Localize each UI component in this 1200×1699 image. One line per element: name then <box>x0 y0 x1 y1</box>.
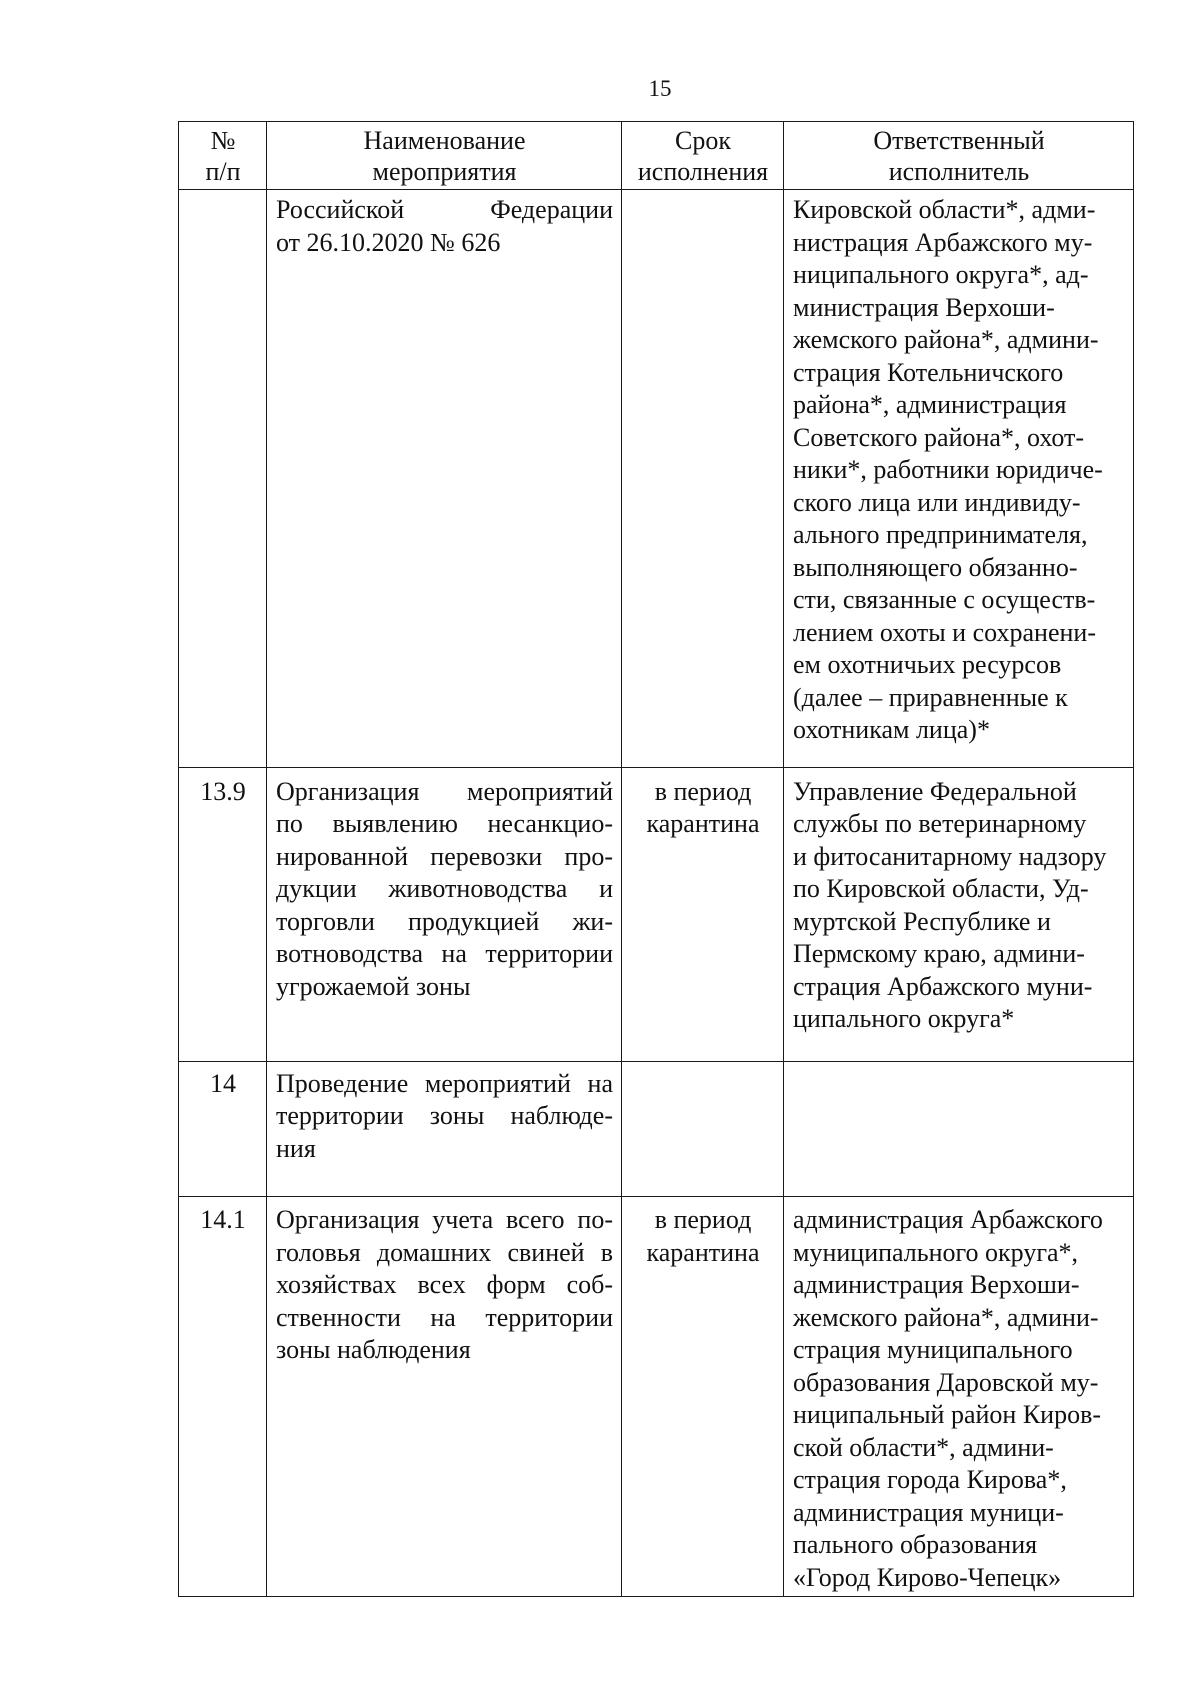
text-line: (далее – приравненные к <box>793 682 1068 712</box>
text-line: страция города Кирова*, <box>793 1465 1067 1494</box>
cell-responsible <box>784 1197 1134 1597</box>
text-line: по Кировской области, Уд- <box>793 874 1089 903</box>
table-header-row <box>179 122 1134 190</box>
text-line: по выявлению несанкцио- <box>276 809 613 838</box>
header-responsible <box>784 122 1134 190</box>
text-line: от 26.10.2020 № 626 <box>276 227 501 257</box>
text-line: ственности на территории <box>276 1302 613 1332</box>
text-line: ния <box>276 1133 316 1163</box>
text-line: «Город Кирово-Чепецк» <box>793 1562 1062 1592</box>
table-row <box>179 767 1134 1061</box>
cell-num: 13.9 <box>179 767 267 1061</box>
text-line: территории зоны наблюде- <box>276 1101 613 1130</box>
text-line: страция Арбажского муни- <box>793 971 1093 1001</box>
text-line: муниципального округа*, <box>793 1237 1079 1267</box>
text-line: ской области*, админи- <box>793 1432 1054 1462</box>
header-num <box>179 122 267 190</box>
text-line: и фитосанитарному надзору <box>793 841 1107 871</box>
cell-responsible <box>784 767 1134 1061</box>
text-line: Управление Федеральной <box>793 776 1077 806</box>
text-line: Организация учета всего по- <box>276 1205 613 1234</box>
cell-term <box>622 190 784 768</box>
table-row <box>179 1061 1134 1197</box>
cell-name <box>267 1197 622 1597</box>
cell-responsible <box>784 190 1134 768</box>
text-line: зоны наблюдения <box>276 1335 471 1364</box>
header-term-line: исполнения <box>637 157 769 186</box>
text-line: администрация муници- <box>793 1497 1064 1527</box>
header-num-line: № <box>210 126 236 155</box>
header-responsible-line: Ответственный <box>873 126 1045 155</box>
text-line: службы по ветеринарному <box>793 809 1087 838</box>
header-name <box>267 122 622 190</box>
text-line: Советского района*, охот- <box>793 422 1085 452</box>
cell-name <box>267 190 622 768</box>
cell-term <box>622 1197 784 1597</box>
text-line: страция Котельничского <box>793 357 1064 387</box>
text-line: пального образования <box>793 1530 1038 1559</box>
table-row <box>179 1197 1134 1597</box>
text-line: Кировской области*, адми- <box>793 195 1096 224</box>
cell-num: 14.1 <box>179 1197 267 1597</box>
page-number: 15 <box>648 76 672 101</box>
text-line: хозяйствах всех форм соб- <box>276 1270 613 1299</box>
text-line: дукции животноводства и <box>276 874 613 903</box>
text-line: ципального округа* <box>793 1004 1015 1033</box>
cell-term <box>622 767 784 1061</box>
text-line: жемского района*, админи- <box>793 1302 1099 1332</box>
cell-name <box>267 767 622 1061</box>
text-line: ского лица или индивиду- <box>793 487 1081 517</box>
cell-num <box>179 190 267 768</box>
cell-num: 14 <box>179 1061 267 1197</box>
text-line: администрация Арбажского <box>793 1205 1103 1234</box>
text-line: охотникам лица)* <box>793 715 990 744</box>
header-num-line: п/п <box>205 157 241 186</box>
text-line: ем охотничьих ресурсов <box>793 650 1062 679</box>
cell-term <box>622 1061 784 1197</box>
text-line: Пермскому краю, админи- <box>793 939 1085 968</box>
text-line: страция муниципального <box>793 1335 1073 1364</box>
text-line: в период <box>654 776 752 806</box>
text-line: муртской Республике и <box>793 906 1051 936</box>
text-line: лением охоты и сохранени- <box>793 617 1096 647</box>
header-term <box>622 122 784 190</box>
text-line: ники*, работники юридиче- <box>793 455 1103 484</box>
cell-responsible <box>784 1061 1134 1197</box>
text-line: торговли продукцией жи- <box>276 906 613 936</box>
measures-table <box>178 121 1134 1597</box>
text-line: образования Даровской му- <box>793 1367 1099 1397</box>
text-line: жемского района*, админи- <box>793 325 1099 354</box>
text-line: министрация Верхоши- <box>793 292 1055 322</box>
header-responsible-line: исполнитель <box>888 157 1030 186</box>
cell-name <box>267 1061 622 1197</box>
text-line: сти, связанные с осуществ- <box>793 585 1096 614</box>
text-line: Проведение мероприятий на <box>276 1068 613 1098</box>
text-line: нистрация Арбажского му- <box>793 227 1093 257</box>
text-line: нированной перевозки про- <box>276 841 613 871</box>
header-term-line: Срок <box>675 126 731 155</box>
text-line: вотноводства на территории <box>276 939 613 968</box>
text-line: Организация мероприятий <box>276 776 613 806</box>
text-line: карантина <box>646 809 760 838</box>
header-name-line: Наименование <box>363 126 526 155</box>
table-row <box>179 190 1134 768</box>
text-line: района*, администрация <box>793 390 1067 419</box>
text-line: в период <box>654 1205 752 1234</box>
header-name-line: мероприятия <box>372 157 517 186</box>
text-line: выполняющего обязанно- <box>793 552 1078 582</box>
text-line: угрожаемой зоны <box>276 971 471 1001</box>
text-line: Российской Федерации <box>276 195 613 224</box>
text-line: ниципального округа*, ад- <box>793 260 1089 289</box>
text-line: карантина <box>646 1237 760 1267</box>
text-line: головья домашних свиней в <box>276 1237 613 1267</box>
text-line: ального предпринимателя, <box>793 520 1088 549</box>
text-line: ниципальный район Киров- <box>793 1400 1102 1429</box>
text-line: администрация Верхоши- <box>793 1270 1080 1299</box>
